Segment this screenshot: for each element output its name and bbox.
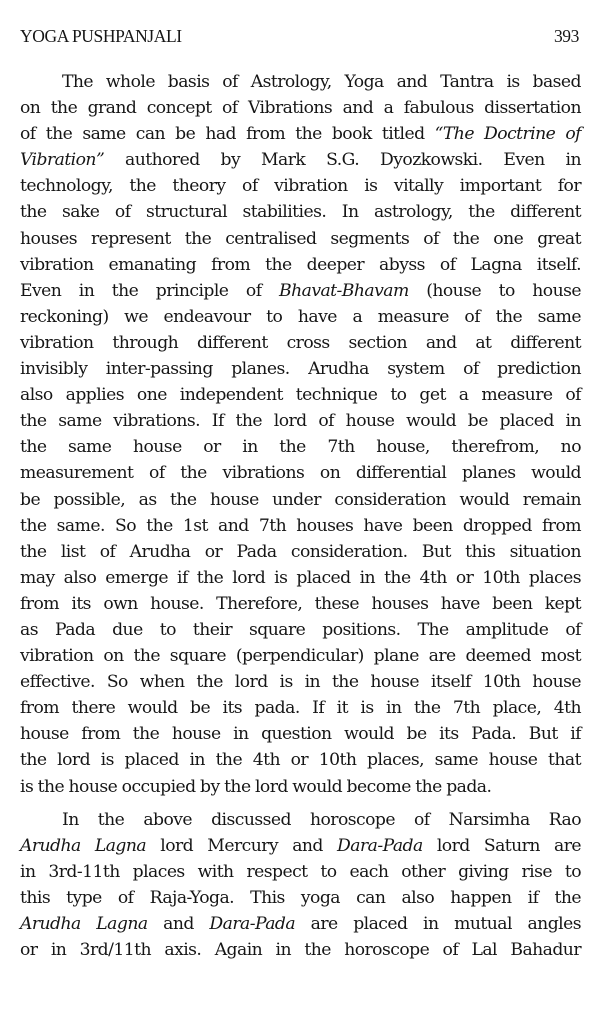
text-line — [20, 643, 581, 669]
text-run: are placed in mutual angles — [295, 914, 581, 934]
text-line — [20, 721, 581, 747]
text-run: from its own house. Therefore, these houses have been kept — [20, 593, 581, 614]
text-line — [20, 382, 581, 408]
text-run: as Pada due to their square positions. The amplitude of — [20, 619, 581, 640]
text-run: authored by Mark S.G. Dyozkowski. Even in — [104, 150, 581, 171]
text-run: vibration emanating from the deeper abyss of Lagna itself. — [20, 254, 581, 275]
text-run: effective. So when the lord is in the house itself 10th house — [20, 672, 581, 693]
text-line — [20, 747, 581, 773]
text-run: is the house occupied by the lord would become the pada. — [20, 776, 492, 797]
text-line — [20, 226, 581, 252]
text-line — [20, 565, 581, 591]
text-line — [20, 408, 581, 434]
text-line — [20, 937, 581, 963]
italic-text: Dara-Pada — [209, 914, 296, 934]
text-run: lord Saturn are — [422, 835, 581, 856]
text-run: and — [147, 914, 210, 934]
body-text — [20, 69, 581, 963]
text-line — [20, 911, 581, 937]
italic-text: Vibration” — [20, 150, 105, 171]
text-line — [20, 460, 581, 486]
italic-text: Bhavat-Bhavam — [279, 280, 409, 301]
text-run: house from the house in question would be its Pada. But if — [20, 724, 581, 745]
text-run: the lord is placed in the 4th or 10th places, same house that — [20, 750, 581, 771]
text-run: In the above discussed horoscope of Narsimha Rao — [62, 809, 581, 830]
text-line — [20, 252, 581, 278]
text-line — [20, 278, 581, 304]
italic-text: Dara-Pada — [337, 835, 423, 856]
text-line — [20, 591, 581, 617]
text-run: of the same can be had from the book titled — [20, 124, 435, 145]
text-line — [20, 617, 581, 643]
text-run: vibration on the square (perpendicular) plane are deemed most — [20, 646, 581, 667]
text-line — [20, 304, 581, 330]
text-run: this type of Raja-Yoga. This yoga can also happen if the — [20, 887, 581, 908]
italic-text: Arudha Lagna — [20, 914, 148, 934]
text-line — [20, 885, 581, 911]
text-line — [20, 774, 581, 800]
text-line — [20, 330, 581, 356]
text-run: houses represent the centralised segments of the one great — [20, 228, 581, 249]
text-line — [20, 695, 581, 721]
text-run: the list of Arudha or Pada consideration. But this situation — [20, 541, 581, 562]
text-run: on the grand concept of Vibrations and a fabulous dissertation — [20, 98, 581, 119]
text-line — [20, 147, 581, 173]
text-line — [20, 356, 581, 382]
text-run: The whole basis of Astrology, Yoga and Tantra is based — [62, 72, 581, 92]
paragraph-1 — [20, 69, 581, 800]
text-run: be possible, as the house under consideration would remain — [20, 489, 581, 510]
text-run: in 3rd-11th places with respect to each other giving rise to — [20, 861, 581, 882]
text-run: vibration through different cross section and at different — [20, 332, 581, 353]
text-run: or in 3rd/11th axis. Again in the horoscope of Lal Bahadur — [20, 940, 581, 961]
text-run: invisibly inter-passing planes. Arudha system of prediction — [20, 359, 581, 380]
text-run: the same house or in the 7th house, therefrom, no — [20, 437, 581, 458]
text-line — [20, 669, 581, 695]
text-run: (house to house — [408, 280, 581, 301]
text-line — [20, 807, 581, 833]
text-line — [20, 199, 581, 225]
text-run: Even in the principle of — [20, 280, 280, 301]
text-run: the same vibrations. If the lord of house would be placed in — [20, 411, 581, 432]
text-line — [20, 539, 581, 565]
text-line — [20, 513, 581, 539]
text-line — [20, 69, 581, 95]
text-line — [20, 487, 581, 513]
text-run: lord Mercury and — [146, 835, 338, 856]
paragraph-2 — [20, 807, 581, 964]
text-run: from there would be its pada. If it is in the 7th place, 4th — [20, 698, 581, 719]
text-line — [20, 833, 581, 859]
running-head — [20, 26, 581, 48]
text-run: measurement of the vibrations on differential planes would — [20, 463, 581, 484]
text-run: the sake of structural stabilities. In astrology, the different — [20, 202, 581, 223]
text-line — [20, 173, 581, 199]
running-title: YOGA PUSHPANJALI — [20, 26, 182, 46]
text-line — [20, 859, 581, 885]
italic-text: “The Doctrine of — [434, 124, 581, 145]
text-run: reckoning) we endeavour to have a measure of the same — [20, 306, 581, 327]
page-number: 393 — [553, 26, 579, 46]
text-run: may also emerge if the lord is placed in the 4th or 10th places — [20, 567, 581, 588]
italic-text: Arudha Lagna — [20, 835, 147, 856]
text-line — [20, 121, 581, 147]
text-line — [20, 95, 581, 121]
text-run: the same. So the 1st and 7th houses have been dropped from — [20, 515, 581, 536]
text-line — [20, 434, 581, 460]
text-run: technology, the theory of vibration is vitally important for — [20, 176, 581, 197]
text-run: also applies one independent technique to get a measure of — [20, 385, 581, 406]
